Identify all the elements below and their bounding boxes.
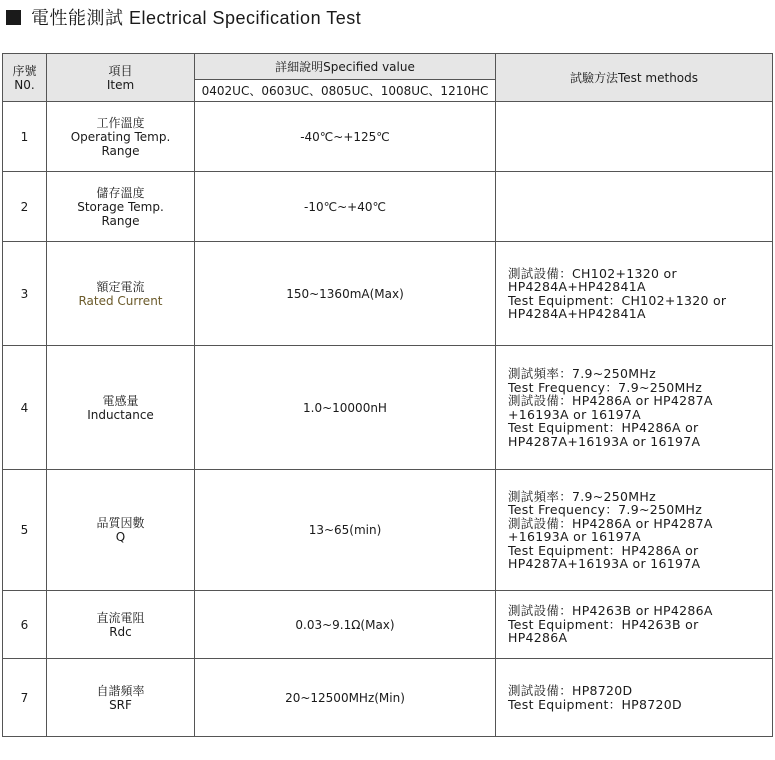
row-item bbox=[47, 172, 195, 242]
row-method-line: 測試頻率：7.9~250MHz bbox=[508, 488, 656, 504]
header-item-en: Item bbox=[106, 77, 135, 92]
table-row bbox=[3, 102, 773, 172]
title-square-icon bbox=[6, 10, 21, 25]
table-row bbox=[3, 591, 773, 659]
row-item-line: Range bbox=[101, 143, 140, 158]
row-item-line: 品質因數 bbox=[96, 516, 145, 530]
row-item bbox=[47, 242, 195, 346]
row-method-line: Test Equipment：HP4286A or bbox=[508, 420, 699, 435]
row-value: 1.0~10000nH bbox=[195, 346, 496, 470]
row-method-line: Test Equipment：HP4263B or bbox=[508, 616, 699, 632]
page-title bbox=[6, 4, 361, 30]
row-method-line: 測試頻率：7.9~250MHz bbox=[508, 366, 656, 381]
spec-table bbox=[2, 53, 773, 737]
row-value: 150~1360mA(Max) bbox=[195, 242, 496, 346]
row-no: 4 bbox=[3, 346, 47, 470]
row-no: 2 bbox=[3, 172, 47, 242]
header-no bbox=[3, 54, 47, 102]
row-method-line: HP4287A+16193A or 16197A bbox=[508, 433, 701, 449]
table-row bbox=[3, 470, 773, 591]
row-method-line: HP4284A+HP42841A bbox=[508, 279, 646, 294]
row-item-line: Rdc bbox=[109, 624, 132, 639]
row-method-line: +16193A or 16197A bbox=[508, 406, 641, 422]
row-method-line: 測試設備：HP4286A or HP4287A bbox=[508, 515, 713, 531]
row-method-line: +16193A or 16197A bbox=[508, 529, 641, 544]
row-item-line: 電感量 bbox=[102, 393, 139, 408]
row-item-line: 工作溫度 bbox=[96, 115, 145, 130]
row-method-line: 測試設備：CH102+1320 or bbox=[508, 265, 677, 281]
row-method bbox=[496, 242, 773, 346]
row-method bbox=[496, 102, 773, 172]
header-no-en: N0. bbox=[14, 77, 35, 92]
row-item-line: 儲存溫度 bbox=[96, 185, 145, 200]
header-no-zh: 序號 bbox=[12, 63, 37, 78]
row-no: 3 bbox=[3, 242, 47, 346]
row-no: 7 bbox=[3, 659, 47, 737]
row-item bbox=[47, 470, 195, 591]
row-method-line: 測試設備：HP8720D bbox=[508, 683, 633, 698]
row-method bbox=[496, 591, 773, 659]
row-item bbox=[47, 346, 195, 470]
row-value: -10℃~+40℃ bbox=[195, 172, 496, 242]
row-item-line: Rated Current bbox=[78, 293, 163, 308]
row-method bbox=[496, 172, 773, 242]
row-item-line: 自諧頻率 bbox=[96, 683, 145, 698]
row-method-line: HP4287A+16193A or 16197A bbox=[508, 556, 701, 571]
header-detail: 詳細說明Specified value bbox=[195, 54, 496, 80]
header-item-zh: 項目 bbox=[108, 63, 133, 78]
row-method-line: HP4284A+HP42841A bbox=[508, 306, 646, 321]
spec-table-body bbox=[3, 102, 773, 737]
row-value: 20~12500MHz(Min) bbox=[195, 659, 496, 737]
row-value: -40℃~+125℃ bbox=[195, 102, 496, 172]
header-item bbox=[47, 54, 195, 102]
row-item-line: Storage Temp. bbox=[77, 199, 164, 214]
header-sizes: 0402UC、0603UC、0805UC、1008UC、1210HC bbox=[195, 80, 496, 102]
row-method bbox=[496, 659, 773, 737]
row-method-line: Test Equipment：HP4286A or bbox=[508, 542, 699, 558]
row-item-line: Q bbox=[115, 530, 126, 544]
table-row bbox=[3, 172, 773, 242]
table-row bbox=[3, 346, 773, 470]
row-method-line: Test Equipment：HP8720D bbox=[508, 696, 682, 712]
row-item-line: Range bbox=[101, 213, 140, 228]
table-row bbox=[3, 659, 773, 737]
row-no: 1 bbox=[3, 102, 47, 172]
page-title-text: 電性能測試 Electrical Specification Test bbox=[31, 8, 362, 28]
row-no: 6 bbox=[3, 591, 47, 659]
row-method-line: 測試設備：HP4263B or HP4286A bbox=[508, 603, 713, 619]
row-item bbox=[47, 102, 195, 172]
row-method bbox=[496, 470, 773, 591]
table-row bbox=[3, 242, 773, 346]
row-item bbox=[47, 591, 195, 659]
row-method-line: Test Equipment：CH102+1320 or bbox=[508, 292, 727, 308]
row-method-line: Test Frequency：7.9~250MHz bbox=[508, 502, 703, 517]
row-method-line: Test Frequency：7.9~250MHz bbox=[508, 379, 703, 395]
row-item bbox=[47, 659, 195, 737]
row-item-line: 額定電流 bbox=[96, 279, 145, 294]
row-item-line: 直流電阻 bbox=[96, 610, 145, 625]
row-method bbox=[496, 346, 773, 470]
row-value: 0.03~9.1Ω(Max) bbox=[195, 591, 496, 659]
row-method-line: HP4286A bbox=[508, 630, 568, 646]
row-item-line: Operating Temp. bbox=[70, 129, 171, 144]
row-item-line: SRF bbox=[109, 697, 132, 712]
row-value: 13~65(min) bbox=[195, 470, 496, 591]
header-method: 試驗方法Test methods bbox=[496, 54, 773, 102]
row-no: 5 bbox=[3, 470, 47, 591]
row-item-line: Inductance bbox=[87, 407, 154, 422]
row-method-line: 測試設備：HP4286A or HP4287A bbox=[508, 393, 713, 408]
